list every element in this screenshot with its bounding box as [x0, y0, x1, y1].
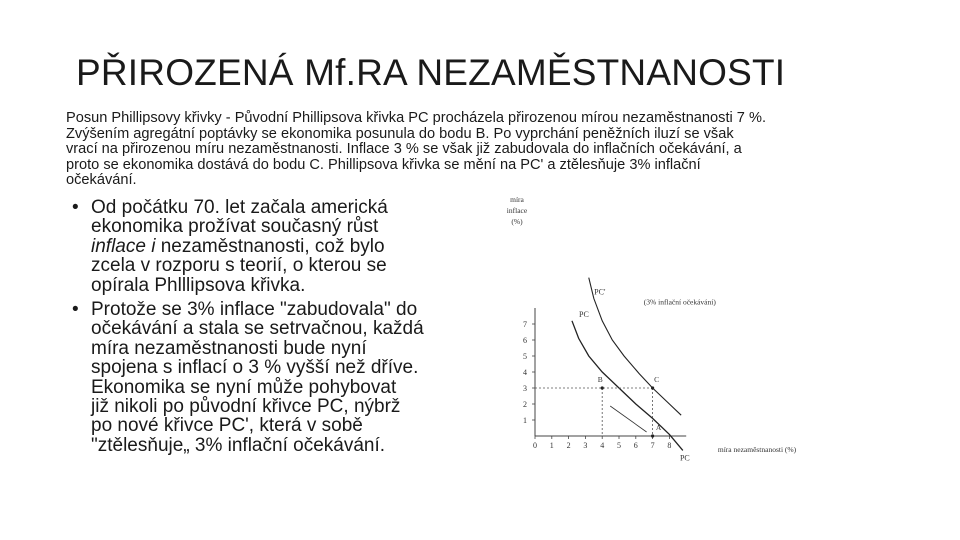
y-tick-label: 7: [523, 320, 527, 329]
bullet-line: opírala Phlllipsova křivka.: [91, 274, 306, 296]
x-tick-label: 5: [617, 441, 621, 450]
bullet-text: nezaměstnanosti, což bylo: [155, 235, 385, 257]
bullet-line: ekonomika prožívat současný růst: [91, 216, 379, 238]
bullet-marker: •: [72, 299, 79, 321]
point-label-a: A: [655, 423, 662, 432]
x-tick-label: 3: [583, 441, 588, 450]
bullet-line: již nikoli po původní křivce PC, nýbrž: [91, 396, 401, 418]
y-tick-label: 5: [523, 352, 527, 361]
bullet-line: Ekonomika se nyní může pohybovat: [91, 376, 397, 398]
bullet-marker: •: [72, 197, 79, 218]
intro-line: proto se ekonomika dostává do bodu C. Phillipsova křivka se mění na PC' a ztělesňuje 3% inflační: [66, 156, 701, 173]
x-tick-label: 2: [566, 441, 571, 450]
bullet-list: [70, 198, 500, 460]
bullet-item-2: [70, 300, 500, 455]
x-tick-label: 4: [600, 441, 605, 450]
bullet-line: míra nezaměstnanosti bude nyní: [91, 337, 367, 359]
movement-arrow: [610, 406, 646, 432]
bullet-item-1: [70, 198, 500, 295]
y-tick-label: 4: [523, 368, 527, 377]
x-tick-label: 6: [633, 441, 638, 450]
x-tick-label: 0: [533, 441, 537, 450]
intro-line: očekávání.: [66, 172, 137, 189]
intro-line: vrací na přirozenou míru nezaměstnanosti. Inflace 3 % se však již zabudovala do inflačních očekávání, a: [66, 141, 742, 158]
point-c: [651, 386, 654, 389]
page-title: PŘIROZENÁ Mf.RA NEZAMĚSTNANOSTI: [76, 52, 786, 93]
y-tick-label: 1: [523, 416, 527, 425]
bullet-line: Od počátku 70. let začala americká: [91, 197, 388, 218]
italic-text: inflace i: [91, 235, 156, 257]
intro-line: Posun Phillipsovy křivky - Původní Phillipsova křivka PC procházela přirozenou mírou nezaměstnanosti 7 %.: [66, 110, 767, 126]
x-tick-label: 8: [667, 441, 672, 450]
y-tick-label: 3: [523, 384, 527, 393]
bullet-line: [91, 237, 500, 256]
bullet-line: Protože se 3% inflace "zabudovala" do: [91, 299, 418, 321]
pc-label-bottom: PC: [679, 453, 690, 463]
y-axis-label: inflace: [506, 206, 528, 215]
bullet-line: spojena s inflací o 3 % vyšší než dříve.: [91, 357, 419, 379]
bullet-line: "ztělesňuje„ 3% inflační očekávání.: [91, 434, 386, 456]
point-b: [601, 386, 604, 389]
x-tick-label: 7: [650, 441, 655, 450]
pc-curve: [572, 321, 683, 451]
intro-paragraph: [66, 111, 906, 189]
bullet-line: zcela v rozporu s teorií, o kterou se: [91, 255, 387, 277]
pc-label-top: PC: [579, 309, 589, 319]
y-axis-label: (%): [511, 217, 523, 226]
phillips-curve-chart: [480, 180, 900, 480]
y-axis-label: míra: [510, 195, 524, 204]
y-tick-label: 2: [523, 400, 527, 409]
point-label-c: C: [654, 375, 660, 384]
pc-prime-note: (3% inflační očekávání): [643, 297, 716, 307]
x-tick-label: 1: [549, 441, 554, 450]
bullet-line: po nové křivce PC', která v sobě: [91, 415, 363, 437]
pc-prime-label: PC': [594, 287, 606, 297]
point-a: [651, 434, 654, 437]
bullet-line: očekávání a stala se setrvačnou, každá: [91, 318, 424, 340]
intro-line: Zvýšením agregátní poptávky se ekonomika posunula do bodu B. Po vyprchání peněžních iluzí se však: [66, 125, 734, 142]
x-axis-label: míra nezaměstnanosti (%): [717, 445, 797, 454]
y-tick-label: 6: [523, 336, 527, 345]
point-label-b: B: [597, 375, 603, 384]
